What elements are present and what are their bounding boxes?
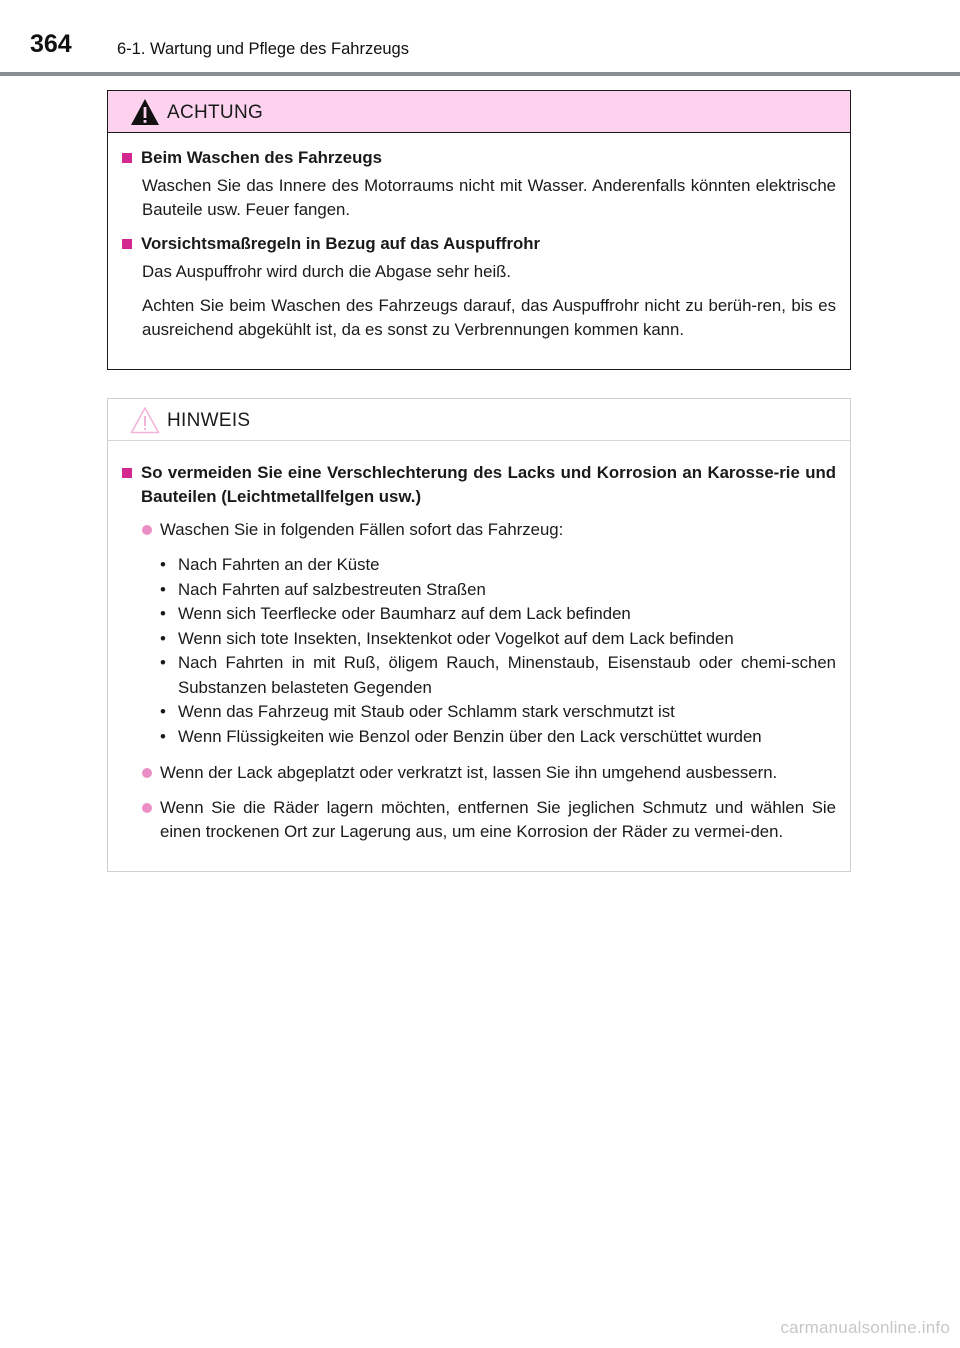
watermark: carmanualsonline.info — [780, 1318, 950, 1337]
list-item: Wenn Sie die Räder lagern möchten, entfernen Sie jeglichen Schmutz und wählen Sie einen trockenen Ort zur Lagerung aus, um eine Korrosion der Räder zu vermei-den. — [142, 796, 836, 844]
list-item: Waschen Sie in folgenden Fällen sofort das Fahrzeug: — [142, 518, 836, 542]
achtung-heading-1: Beim Waschen des Fahrzeugs — [122, 146, 836, 170]
round-bullet-icon — [142, 803, 152, 813]
section-title: 6-1. Wartung und Pflege des Fahrzeugs — [117, 40, 409, 58]
list-item: • Nach Fahrten an der Küste — [160, 555, 380, 574]
list-item: • Nach Fahrten auf salzbestreuten Straßen — [160, 579, 486, 599]
warning-triangle-filled-icon — [130, 98, 160, 126]
bullet-list — [160, 553, 836, 749]
square-bullet-icon — [122, 239, 132, 249]
round-bullet-icon — [142, 768, 152, 778]
page-number: 364 — [30, 30, 72, 58]
achtung-label: ACHTUNG — [167, 102, 264, 123]
round-bullet-icon — [142, 525, 152, 535]
list-item: • Wenn Flüssigkeiten wie Benzol oder Benzin über den Lack verschüttet wurden — [160, 726, 762, 746]
achtung-paragraph: Das Auspuffrohr wird durch die Abgase sehr heiß. — [142, 262, 512, 281]
warning-triangle-outline-icon — [130, 406, 160, 434]
list-item: • Wenn sich Teerflecke oder Baumharz auf dem Lack befinden — [160, 604, 631, 623]
list-item: • Wenn sich tote Insekten, Insektenkot oder Vogelkot auf dem Lack befinden — [160, 628, 734, 648]
achtung-header — [108, 91, 850, 133]
achtung-box — [107, 90, 851, 370]
hinweis-box — [107, 398, 851, 872]
achtung-paragraph: Achten Sie beim Waschen des Fahrzeugs darauf, das Auspuffrohr nicht zu berüh-ren, bis es ausreichend abgekühlt ist, da es sonst zu Verbrennungen kommen kann. — [142, 296, 836, 339]
achtung-heading-2: Vorsichtsmaßregeln in Bezug auf das Auspuffrohr — [122, 232, 836, 256]
header-rule — [0, 72, 960, 76]
square-bullet-icon — [122, 468, 132, 478]
hinweis-label: HINWEIS — [167, 410, 251, 431]
square-bullet-icon — [122, 153, 132, 163]
hinweis-heading: So vermeiden Sie eine Verschlechterung des Lacks und Korrosion an Karosse-rie und Bauteilen (Leichtmetallfelgen usw.) — [122, 461, 836, 509]
list-item: Wenn der Lack abgeplatzt oder verkratzt ist, lassen Sie ihn umgehend ausbessern. — [142, 761, 836, 785]
list-item: • Wenn das Fahrzeug mit Staub oder Schlamm stark verschmutzt ist — [160, 702, 675, 721]
list-item: • Nach Fahrten in mit Ruß, öligem Rauch, Minenstaub, Eisenstaub oder chemi-schen Substanzen belasteten Gegenden — [160, 653, 836, 697]
hinweis-header — [108, 399, 850, 441]
achtung-paragraph: Waschen Sie das Innere des Motorraums nicht mit Wasser. Anderenfalls könnten elektrische Bauteile usw. Feuer fangen. — [142, 176, 836, 219]
